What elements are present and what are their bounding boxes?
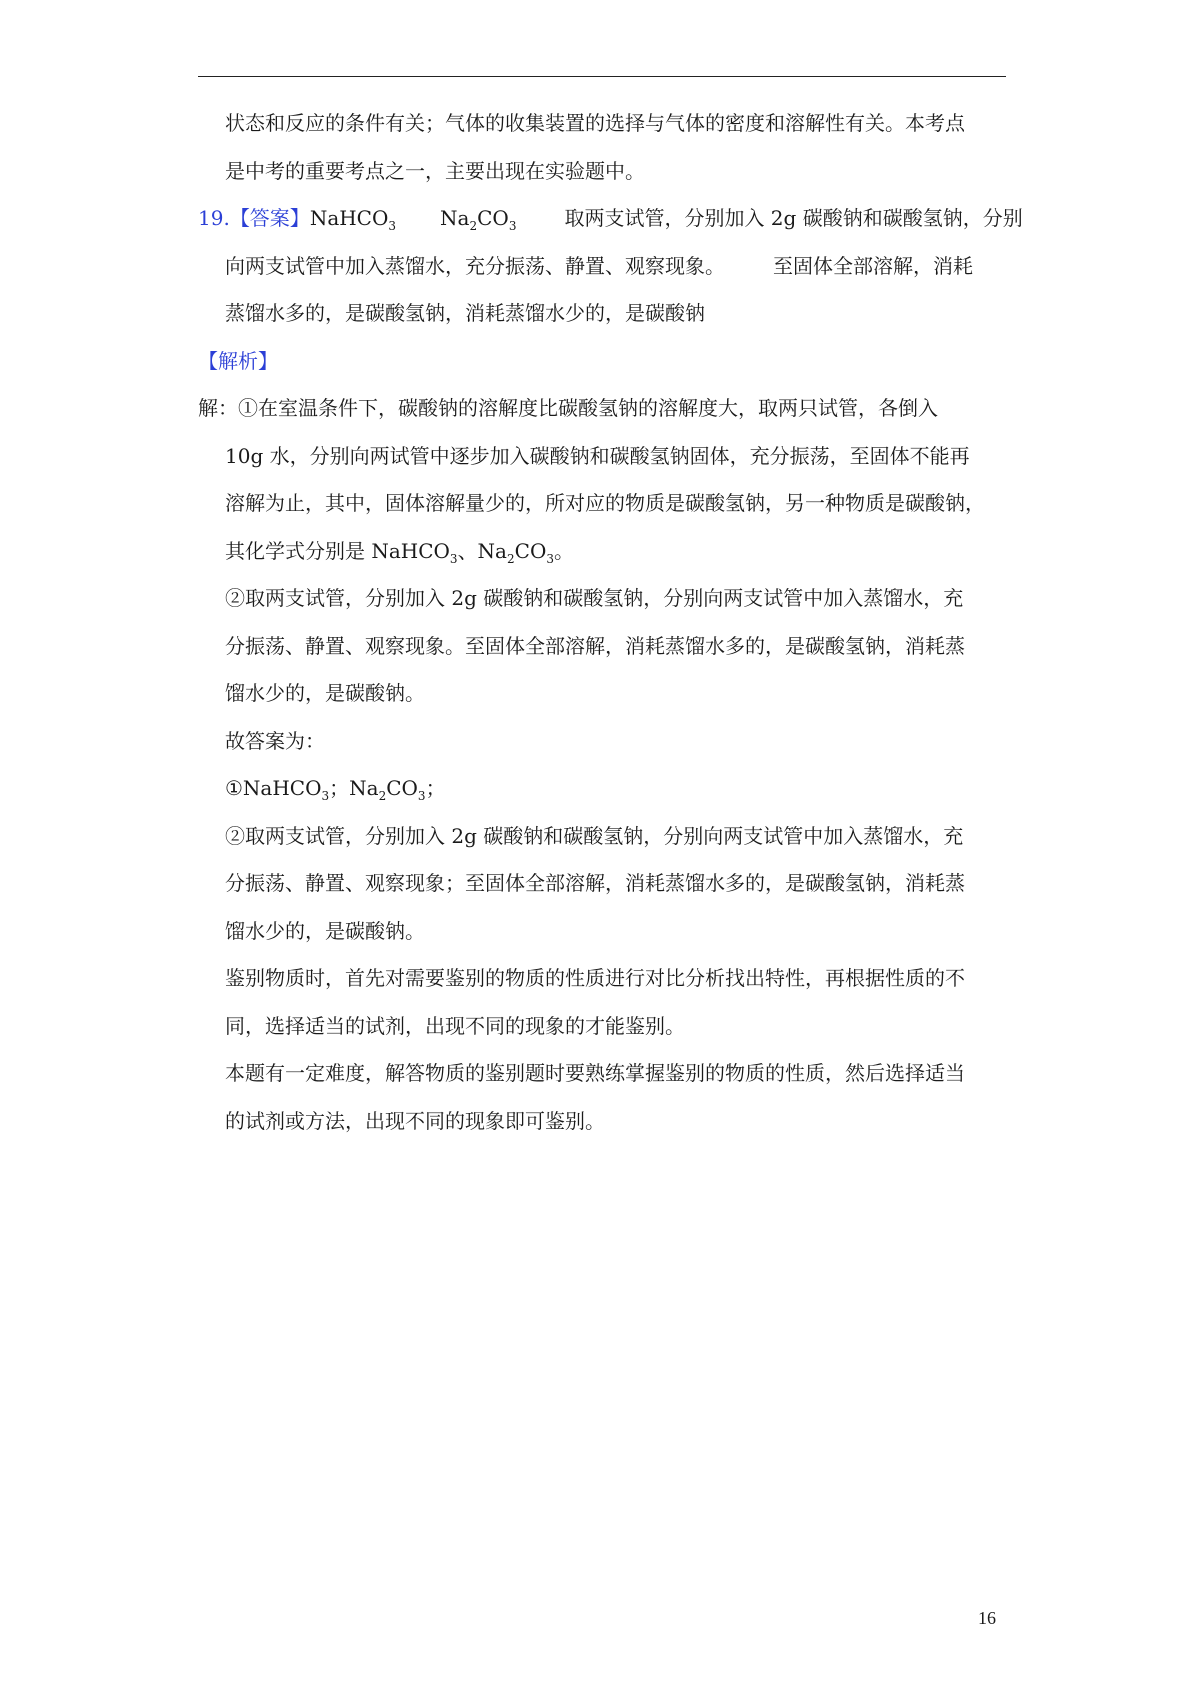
- analysis-heading: [198, 341, 1006, 389]
- answer-line-2: 向两支试管中加入蒸馏水，充分振荡、静置、观察现象。 至固体全部溶解，消耗: [225, 253, 973, 278]
- analysis-line: 馏水少的，是碳酸钠。: [225, 918, 425, 943]
- paragraph-line: 状态和反应的条件有关；气体的收集装置的选择与气体的密度和溶解性有关。本考点: [225, 111, 965, 135]
- page-number: 16: [978, 1608, 996, 1628]
- note-line: 同，选择适当的试剂，出现不同的现象的才能鉴别。: [225, 1013, 685, 1038]
- analysis-line: 10g 水，分别向两试管中逐步加入碳酸钠和碳酸氢钠固体，充分振荡，至固体不能再: [225, 443, 970, 468]
- formula-na2co3: $Na_2CO_3$: [440, 206, 517, 233]
- note-line: 的试剂或方法，出现不同的现象即可鉴别。: [225, 1108, 605, 1133]
- answer-formulas: ①NaHCO$_3$；$Na_2CO_3$；: [225, 776, 446, 803]
- page-content: [198, 103, 1023, 1148]
- analysis-line: 分振荡、静置、观察现象。至固体全部溶解，消耗蒸馏水多的，是碳酸氢钠，消耗蒸: [225, 633, 965, 658]
- note-line: 本题有一定难度，解答物质的鉴别题时要熟练掌握鉴别的物质的性质，然后选择适当: [225, 1061, 965, 1085]
- analysis-line: 分振荡、静置、观察现象；至固体全部溶解，消耗蒸馏水多的，是碳酸氢钠，消耗蒸: [225, 871, 965, 895]
- question-number: 19.: [198, 206, 230, 230]
- header-rule: [198, 76, 1006, 77]
- answer-line-1: [198, 198, 1023, 246]
- analysis-tag: 【解析】: [198, 348, 278, 373]
- analysis-line: ②取两支试管，分别加入 2g 碳酸钠和碳酸氢钠，分别向两支试管中加入蒸馏水，充: [225, 586, 964, 610]
- analysis-line: 馏水少的，是碳酸钠。: [225, 681, 425, 705]
- answer-tag: 【答案】: [229, 206, 310, 230]
- note-line: 鉴别物质时，首先对需要鉴别的物质的性质进行对比分析找出特性，再根据性质的不: [225, 966, 965, 990]
- answer-text: 取两支试管，分别加入 2g 碳酸钠和碳酸氢钠，分别: [564, 206, 1023, 230]
- answer-line-3: 蒸馏水多的，是碳酸氢钠，消耗蒸馏水少的，是碳酸钠: [225, 301, 705, 325]
- paragraph-line: 是中考的重要考点之一，主要出现在实验题中。: [225, 158, 645, 183]
- analysis-line: ②取两支试管，分别加入 2g 碳酸钠和碳酸氢钠，分别向两支试管中加入蒸馏水，充: [225, 823, 964, 848]
- analysis-formula-line: 其化学式分别是 NaHCO$_3$、$Na_2CO_3$。: [225, 538, 574, 566]
- analysis-line: 溶解为止，其中，固体溶解量少的，所对应的物质是碳酸氢钠，另一种物质是碳酸钠，: [225, 491, 985, 515]
- formula-nahco3: NaHCO$_3$: [309, 206, 397, 233]
- analysis-line: 解：①在室温条件下，碳酸钠的溶解度比碳酸氢钠的溶解度大，取两只试管，各倒入: [198, 396, 938, 420]
- conclusion-label: 故答案为：: [225, 728, 325, 753]
